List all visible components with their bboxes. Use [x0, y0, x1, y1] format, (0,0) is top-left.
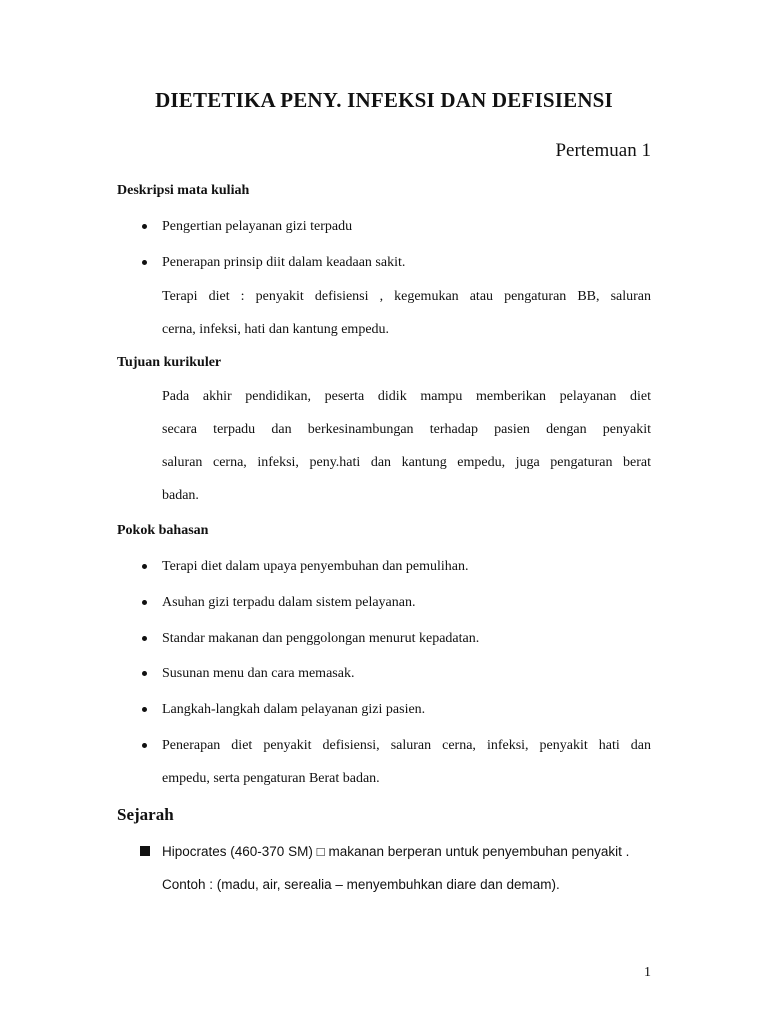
bullet-text: Standar makanan dan penggolongan menurut kepadatan. — [162, 631, 480, 646]
bullet-item — [140, 701, 651, 718]
bullet-item — [140, 630, 651, 647]
bullet-text: Langkah-langkah dalam pelayanan gizi pasien. — [162, 702, 426, 717]
document-title: DIETETIKA PENY. INFEKSI DAN DEFISIENSI — [155, 88, 613, 112]
bullet-text: Penerapan prinsip diit dalam keadaan sakit. — [162, 255, 406, 270]
bullet-item — [140, 665, 651, 682]
tujuan-line: Pada akhir pendidikan, peserta didik mampu memberikan pelayanan diet — [162, 389, 651, 404]
bullet-text-line: Penerapan diet penyakit defisiensi, saluran cerna, infeksi, penyakit hati dan — [162, 738, 651, 753]
bullet-text: Pengertian pelayanan gizi terpadu — [162, 219, 353, 234]
bullet-item — [140, 558, 651, 575]
heading-tujuan: Tujuan kurikuler — [117, 355, 222, 370]
tujuan-line: secara terpadu dan berkesinambungan terhadap pasien dengan penyakit — [162, 422, 651, 437]
tujuan-paragraph — [162, 380, 651, 512]
square-bullet-icon — [140, 846, 150, 856]
tujuan-line: saluran cerna, infeksi, peny.hati dan kantung empedu, juga pengaturan berat — [162, 455, 651, 470]
bullet-text-line: empedu, serta pengaturan Berat badan. — [162, 771, 380, 786]
page-number: 1 — [644, 965, 651, 980]
heading-sejarah: Sejarah — [117, 805, 174, 824]
bullet-text-block — [162, 729, 651, 795]
deskripsi-note-line: Terapi diet : penyakit defisiensi , kegemukan atau pengaturan BB, saluran — [162, 289, 651, 304]
bullet-item — [140, 594, 651, 611]
bullet-item — [140, 729, 651, 795]
deskripsi-note — [162, 280, 651, 346]
bullet-text: Susunan menu dan cara memasak. — [162, 666, 355, 681]
bullet-text: Asuhan gizi terpadu dalam sistem pelayanan. — [162, 595, 416, 610]
heading-deskripsi: Deskripsi mata kuliah — [117, 183, 250, 198]
document-subtitle: Pertemuan 1 — [555, 140, 651, 161]
heading-pokok: Pokok bahasan — [117, 523, 209, 538]
deskripsi-note-line: cerna, infeksi, hati dan kantung empedu. — [162, 322, 390, 337]
sejarah-item-line: Hipocrates (460-370 SM) □ makanan berperan untuk penyembuhan penyakit . — [162, 844, 630, 859]
sejarah-item-line: Contoh : (madu, air, serealia – menyembuhkan diare dan demam). — [162, 877, 560, 892]
bullet-text: Terapi diet dalam upaya penyembuhan dan pemulihan. — [162, 559, 469, 574]
bullet-item — [140, 254, 651, 271]
tujuan-line: badan. — [162, 488, 199, 503]
bullet-item — [140, 218, 651, 235]
